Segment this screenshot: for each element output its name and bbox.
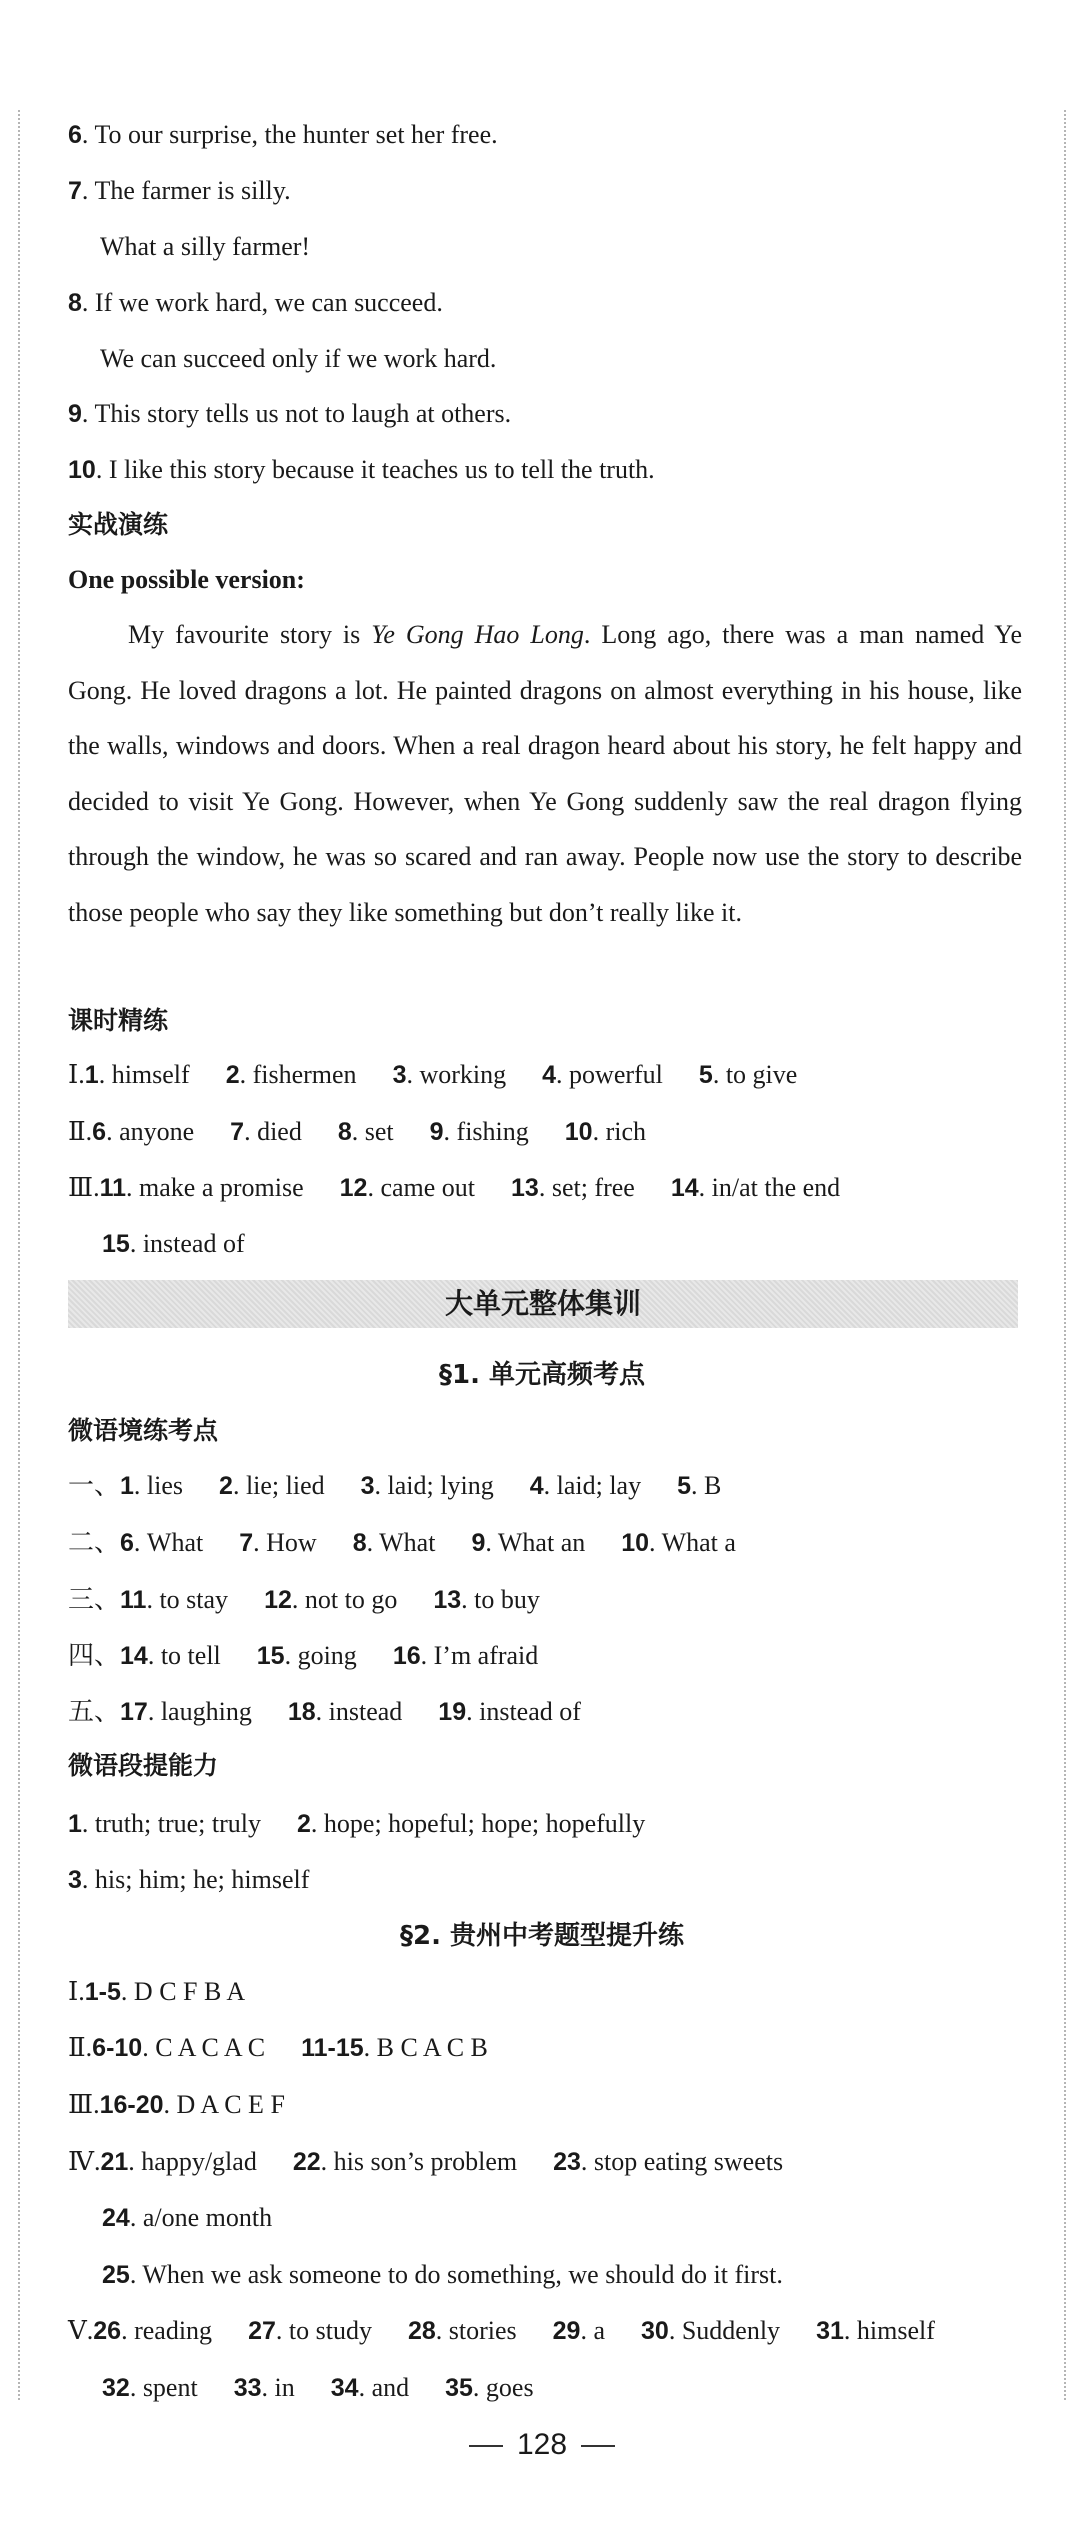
- row-prefix: Ⅱ.: [68, 2033, 93, 2062]
- row-prefix: Ⅰ.: [68, 1977, 85, 2006]
- item-answer: his son’s problem: [333, 2147, 518, 2176]
- item-number: 31: [816, 2317, 844, 2345]
- item-answer: happy/glad: [141, 2147, 257, 2176]
- item-answer: Suddenly: [681, 2316, 781, 2345]
- item-number: 3: [392, 1061, 407, 1089]
- item-number: 1: [84, 1061, 99, 1089]
- item-number: 13: [511, 1174, 539, 1202]
- item-number: 2: [219, 1472, 233, 1500]
- item-answer: laughing: [160, 1697, 252, 1726]
- item-number: 14: [120, 1642, 148, 1670]
- item-number: 12: [339, 1174, 368, 1202]
- version-label: One possible version:: [68, 565, 305, 594]
- item-answer: in: [274, 2373, 295, 2402]
- answer-row: 24. a/one month: [102, 2203, 273, 2232]
- item-answer: working: [419, 1060, 507, 1089]
- row-prefix: 一、: [68, 1471, 121, 1500]
- item-number: 21: [100, 2148, 129, 2176]
- heading-keshi: 课时精练: [68, 1006, 169, 1035]
- item-number: 16-20: [99, 2091, 164, 2119]
- item-answer: I’m afraid: [433, 1641, 539, 1670]
- row-prefix: Ⅱ.: [68, 1117, 93, 1146]
- item-answer: fishing: [456, 1117, 529, 1146]
- item-number: 33: [233, 2374, 262, 2402]
- item-answer: set; free: [551, 1173, 635, 1202]
- item-answer: What: [146, 1528, 204, 1557]
- item-number: 30: [641, 2317, 669, 2345]
- item-answer: came out: [380, 1173, 476, 1202]
- item-answer: truth; true; truly: [94, 1809, 261, 1838]
- item-number: 4: [542, 1061, 557, 1089]
- essay-paragraph: My favourite story is Ye Gong Hao Long. Long ago, there was a man named Ye Gong. He loved dragons a lot. He painted dragons on almost everything in his house, like the walls, windows and doors. When a real dragon heard about his story, he felt happy and decided to visit Ye Gong. However, when Ye Gong suddenly saw the real dragon flying through the window, he was so scared and ran away. People now use the story to describe those people who say they like something but don’t really like it.: [68, 620, 1022, 927]
- item-number: 10: [621, 1529, 650, 1557]
- item-number: 28: [407, 2317, 436, 2345]
- item-number: 25: [102, 2261, 130, 2289]
- item-number: 10: [564, 1118, 593, 1146]
- item-answer: stop eating sweets: [593, 2147, 784, 2176]
- item-answer: his; him; he; himself: [94, 1865, 310, 1894]
- item-answer: D A C E F: [176, 2090, 285, 2119]
- item-number: 4: [529, 1472, 544, 1500]
- item-answer: to buy: [474, 1585, 540, 1614]
- item-number: 32: [102, 2374, 130, 2402]
- page-number: 128: [516, 2428, 568, 2461]
- heading-weiyujing: 微语境练考点: [68, 1416, 219, 1445]
- answer-row: Ⅱ.6. anyone 7. died 8. set 9. fishing 10. rich: [68, 1117, 647, 1146]
- item-number: 2: [225, 1061, 240, 1089]
- item-answer: to give: [725, 1060, 798, 1089]
- item-answer: to stay: [159, 1585, 229, 1614]
- answer-row: Ⅱ.6-10. C A C A C 11-15. B C A C B: [68, 2033, 488, 2062]
- answer-row: Ⅲ.11. make a promise 12. came out 13. set; free 14. in/at the end: [68, 1173, 841, 1202]
- item-answer: a: [593, 2316, 606, 2345]
- item-number: 6-10: [92, 2034, 143, 2062]
- item-answer: instead: [328, 1697, 403, 1726]
- item-number: 12: [264, 1586, 292, 1614]
- item-number: 15: [102, 1230, 130, 1258]
- item-number: 7: [230, 1118, 245, 1146]
- item-number: 1: [120, 1472, 134, 1500]
- item-number: 19: [438, 1698, 467, 1726]
- answer-line: 10. I like this story because it teaches us to tell the truth.: [68, 455, 655, 484]
- answer-row: 3. his; him; he; himself: [68, 1865, 310, 1894]
- answer-row: Ⅴ.26. reading 27. to study 28. stories 29. a 30. Suddenly 31. himself: [68, 2316, 935, 2345]
- row-prefix: 四、: [68, 1641, 121, 1670]
- answer-line: 7. The farmer is silly.: [68, 176, 291, 205]
- item-number: 2: [297, 1810, 311, 1838]
- answer-row: 五、17. laughing 18. instead 19. instead of: [68, 1697, 581, 1726]
- row-prefix: Ⅴ.: [68, 2316, 94, 2345]
- item-answer: going: [297, 1641, 357, 1670]
- section2-title: §2. 贵州中考题型提升练: [399, 1921, 685, 1951]
- answer-row: 1. truth; true; truly 2. hope; hopeful; hope; hopefully: [68, 1809, 646, 1838]
- item-number: 5: [677, 1472, 692, 1500]
- item-answer: not to go: [304, 1585, 398, 1614]
- item-answer: and: [371, 2373, 410, 2402]
- item-answer: a/one month: [142, 2203, 273, 2232]
- answer-row: 15. instead of: [102, 1229, 245, 1258]
- row-prefix: Ⅰ.: [68, 1060, 85, 1089]
- section1-title: §1. 单元高频考点: [438, 1360, 646, 1390]
- item-answer: C A C A C: [155, 2033, 266, 2062]
- item-number: 3: [360, 1472, 375, 1500]
- page-number-footer: [0, 2428, 1084, 2462]
- item-answer: What a: [661, 1528, 736, 1557]
- answer-row: 一、1. lies 2. lie; lied 3. laid; lying 4. laid; lay 5. B: [68, 1471, 722, 1500]
- item-answer: goes: [485, 2373, 534, 2402]
- answer-row: 二、6. What 7. How 8. What 9. What an 10. What a: [68, 1528, 736, 1557]
- item-number: 26: [93, 2317, 122, 2345]
- item-answer: What: [379, 1528, 436, 1557]
- item-answer: make a promise: [139, 1173, 304, 1202]
- item-number: 11: [120, 1586, 147, 1614]
- item-answer: fishermen: [252, 1060, 357, 1089]
- item-number: 34: [330, 2374, 359, 2402]
- item-number: 16: [392, 1642, 421, 1670]
- item-answer: spent: [142, 2373, 198, 2402]
- left-dotted-border: [18, 110, 20, 2400]
- heading-shizhan: 实战演练: [68, 510, 169, 539]
- answer-line: 6. To our surprise, the hunter set her free.: [68, 120, 498, 149]
- item-answer: died: [257, 1117, 302, 1146]
- item-answer: When we ask someone to do something, we should do it first.: [142, 2260, 783, 2289]
- item-number: 9: [429, 1118, 444, 1146]
- row-prefix: 二、: [68, 1528, 121, 1557]
- unit-banner: 大单元整体集训: [68, 1280, 1018, 1328]
- item-answer: lie; lied: [245, 1471, 325, 1500]
- row-prefix: 三、: [68, 1585, 121, 1614]
- answer-line: What a silly farmer!: [100, 232, 311, 261]
- item-number: 35: [445, 2374, 473, 2402]
- item-answer: laid; lay: [556, 1471, 642, 1500]
- item-answer: set: [364, 1117, 394, 1146]
- item-answer: himself: [856, 2316, 935, 2345]
- item-answer: What an: [497, 1528, 586, 1557]
- heading-weiyuduan: 微语段提能力: [68, 1751, 219, 1780]
- item-answer: himself: [111, 1060, 190, 1089]
- row-prefix: Ⅳ.: [68, 2147, 101, 2176]
- item-number: 11-15: [301, 2034, 364, 2062]
- item-answer: rich: [605, 1117, 647, 1146]
- item-answer: reading: [134, 2316, 213, 2345]
- answer-row: Ⅰ.1-5. D C F B A: [68, 1977, 246, 2006]
- item-answer: B: [704, 1471, 722, 1500]
- item-answer: laid; lying: [387, 1471, 494, 1500]
- right-dotted-border: [1064, 110, 1066, 2400]
- item-number: 17: [120, 1698, 148, 1726]
- item-number: 8: [352, 1529, 367, 1557]
- answer-row: 32. spent 33. in 34. and 35. goes: [102, 2373, 534, 2402]
- item-number: 7: [239, 1529, 254, 1557]
- item-answer: powerful: [569, 1060, 663, 1089]
- item-answer: anyone: [119, 1117, 195, 1146]
- item-answer: to tell: [160, 1641, 221, 1670]
- item-number: 29: [552, 2317, 581, 2345]
- answer-row: 三、11. to stay 12. not to go 13. to buy: [68, 1585, 540, 1614]
- item-number: 22: [292, 2148, 321, 2176]
- answer-row: Ⅳ.21. happy/glad 22. his son’s problem 23. stop eating sweets: [68, 2147, 784, 2176]
- item-number: 6: [120, 1529, 134, 1557]
- item-number: 14: [670, 1174, 699, 1202]
- item-number: 27: [248, 2317, 276, 2345]
- item-answer: hope; hopeful; hope; hopefully: [323, 1809, 646, 1838]
- row-prefix: Ⅲ.: [68, 2090, 100, 2119]
- item-number: 13: [433, 1586, 462, 1614]
- item-answer: B C A C B: [376, 2033, 488, 2062]
- item-number: 8: [337, 1118, 352, 1146]
- item-answer: instead of: [479, 1697, 581, 1726]
- item-number: 9: [471, 1529, 486, 1557]
- item-number: 23: [553, 2148, 581, 2176]
- item-answer: How: [266, 1528, 317, 1557]
- answer-line: 8. If we work hard, we can succeed.: [68, 288, 443, 317]
- answer-row: 25. When we ask someone to do something, we should do it first.: [102, 2260, 783, 2289]
- item-answer: stories: [448, 2316, 517, 2345]
- item-number: 1: [68, 1810, 82, 1838]
- answer-row: Ⅲ.16-20. D A C E F: [68, 2090, 285, 2119]
- answer-line: We can succeed only if we work hard.: [100, 344, 497, 373]
- item-answer: D C F B A: [133, 1977, 246, 2006]
- item-number: 1-5: [84, 1978, 121, 2006]
- item-answer: to study: [288, 2316, 372, 2345]
- item-answer: in/at the end: [711, 1173, 841, 1202]
- item-number: 18: [287, 1698, 316, 1726]
- item-number: 6: [92, 1118, 107, 1146]
- answer-row: 四、14. to tell 15. going 16. I’m afraid: [68, 1641, 539, 1670]
- item-number: 3: [68, 1866, 82, 1894]
- item-answer: lies: [146, 1471, 184, 1500]
- item-number: 24: [102, 2204, 130, 2232]
- item-number: 15: [256, 1642, 285, 1670]
- row-prefix: Ⅲ.: [68, 1173, 100, 1202]
- answer-line: 9. This story tells us not to laugh at others.: [68, 399, 512, 428]
- item-number: 11: [99, 1174, 127, 1202]
- item-number: 5: [698, 1061, 713, 1089]
- item-answer: instead of: [142, 1229, 245, 1258]
- row-prefix: 五、: [68, 1697, 121, 1726]
- answer-row: Ⅰ.1. himself 2. fishermen 3. working 4. powerful 5. to give: [68, 1060, 798, 1089]
